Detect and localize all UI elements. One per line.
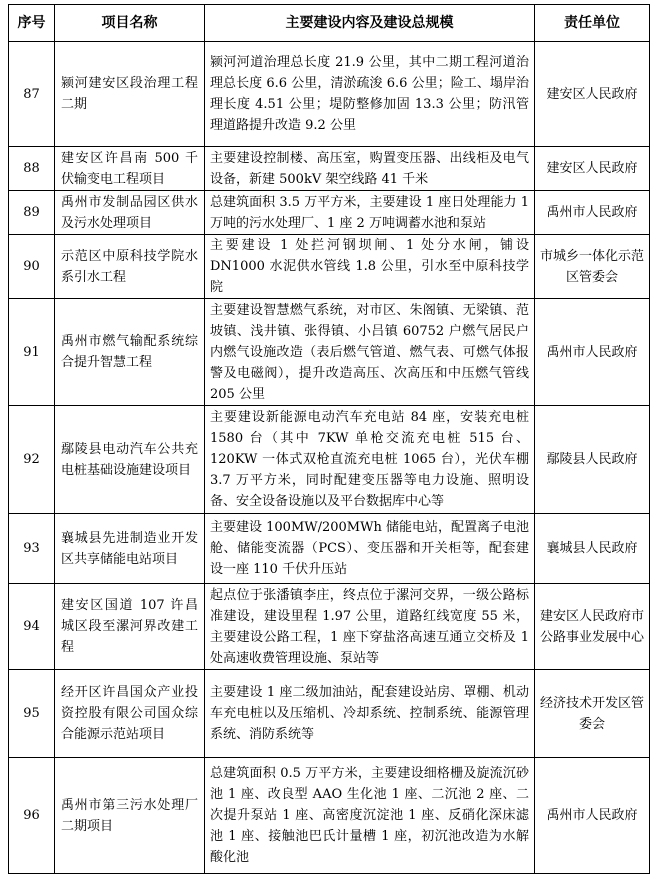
cell-content: 主要建设智慧燃气系统，对市区、朱阁镇、无梁镇、范坡镇、浅井镇、张得镇、小吕镇 60752 户燃气居民户内燃气设施改造（表后燃气管道、燃气表、可燃气体报警及电磁阀），提升改造高压、次高压和中压燃气管线 205 公里 xyxy=(205,299,535,406)
table-row xyxy=(9,299,650,406)
cell-unit: 建安区人民政府 xyxy=(535,147,650,191)
table-row xyxy=(9,514,650,584)
table-row xyxy=(9,406,650,514)
cell-name: 建安区许昌南 500 千伏输变电工程项目 xyxy=(55,147,205,191)
cell-no: 87 xyxy=(9,42,55,147)
cell-content: 主要建设控制楼、高压室，购置变压器、出线柜及电气设备，新建 500kV 架空线路 41 千米 xyxy=(205,147,535,191)
cell-unit: 禹州市人民政府 xyxy=(535,758,650,874)
cell-name: 鄢陵县电动汽车公共充电桩基础设施建设项目 xyxy=(55,406,205,514)
cell-unit: 鄢陵县人民政府 xyxy=(535,406,650,514)
cell-unit: 经济技术开发区管委会 xyxy=(535,670,650,758)
cell-unit: 禹州市人民政府 xyxy=(535,191,650,235)
cell-no: 93 xyxy=(9,514,55,584)
cell-no: 95 xyxy=(9,670,55,758)
table-row xyxy=(9,758,650,874)
cell-no: 94 xyxy=(9,584,55,670)
cell-no: 90 xyxy=(9,235,55,299)
cell-content: 总建筑面积 0.5 万平方米，主要建设细格栅及旋流沉砂池 1 座、改良型 AAO 生化池 1 座、二沉池 2 座、二次提升泵站 1 座、高密度沉淀池 1 座、反硝化深床滤池 1 座、接触池巴氏计量槽 1 座，初沉池改造为水解酸化池 xyxy=(205,758,535,874)
cell-unit: 襄城县人民政府 xyxy=(535,514,650,584)
cell-no: 88 xyxy=(9,147,55,191)
cell-name: 襄城县先进制造业开发区共享储能电站项目 xyxy=(55,514,205,584)
cell-unit: 禹州市人民政府 xyxy=(535,299,650,406)
cell-unit: 建安区人民政府市公路事业发展中心 xyxy=(535,584,650,670)
header-content: 主要建设内容及建设总规模 xyxy=(205,5,535,42)
cell-name: 示范区中原科技学院水系引水工程 xyxy=(55,235,205,299)
cell-name: 禹州市燃气输配系统综合提升智慧工程 xyxy=(55,299,205,406)
table-header-row xyxy=(9,5,650,42)
cell-content: 总建筑面积 3.5 万平方米，主要建设 1 座日处理能力 1 万吨的污水处理厂、1 座 2 万吨调蓄水池和泵站 xyxy=(205,191,535,235)
header-unit: 责任单位 xyxy=(535,5,650,42)
cell-no: 91 xyxy=(9,299,55,406)
table-row xyxy=(9,42,650,147)
table-row xyxy=(9,147,650,191)
cell-no: 92 xyxy=(9,406,55,514)
table-row xyxy=(9,191,650,235)
table-row xyxy=(9,670,650,758)
cell-name: 建安区国道 107 许昌城区段至漯河界改建工程 xyxy=(55,584,205,670)
cell-content: 颍河河道治理总长度 21.9 公里，其中二期工程河道治理总长度 6.6 公里，清淤疏浚 6.6 公里；险工、塌岸治理长度 4.51 公里；堤防整修加固 13.3 公里；防汛管理道路提升改造 9.2 公里 xyxy=(205,42,535,147)
cell-unit: 建安区人民政府 xyxy=(535,42,650,147)
table-row xyxy=(9,584,650,670)
cell-name: 颍河建安区段治理工程二期 xyxy=(55,42,205,147)
header-name: 项目名称 xyxy=(55,5,205,42)
header-no: 序号 xyxy=(9,5,55,42)
cell-content: 主要建设 1 处拦河钢坝闸、1 处分水闸，铺设 DN1000 水泥供水管线 1.8 公里，引水至中原科技学院 xyxy=(205,235,535,299)
cell-name: 禹州市发制品园区供水及污水处理项目 xyxy=(55,191,205,235)
cell-content: 主要建设新能源电动汽车充电站 84 座，安装充电桩 1580 台（其中 7KW 单枪交流充电桩 515 台、120KW 一体式双枪直流充电桩 1065 台），光伏车棚 3.7 万平方米，同时配建变压器等电力设施、照明设备、安全设备设施以及平台数据库中心等 xyxy=(205,406,535,514)
project-table xyxy=(8,4,650,874)
cell-name: 经开区许昌国众产业投资控股有限公司国众综合能源示范站项目 xyxy=(55,670,205,758)
cell-unit: 市城乡一体化示范区管委会 xyxy=(535,235,650,299)
table-row xyxy=(9,235,650,299)
cell-content: 起点位于张潘镇李庄，终点位于漯河交界，一级公路标准建设，建设里程 1.97 公里，道路红线宽度 55 米，主要建设公路工程，1 座下穿盐洛高速互通立交桥及 1 处高速收费管理设施、泵站等 xyxy=(205,584,535,670)
cell-no: 89 xyxy=(9,191,55,235)
cell-no: 96 xyxy=(9,758,55,874)
cell-name: 禹州市第三污水处理厂二期项目 xyxy=(55,758,205,874)
cell-content: 主要建设 1 座二级加油站，配套建设站房、罩棚、机动车充电桩以及压缩机、冷却系统、控制系统、能源管理系统、消防系统等 xyxy=(205,670,535,758)
cell-content: 主要建设 100MW/200MWh 储能电站，配置离子电池舱、储能变流器（PCS）、变压器和开关柜等，配套建设一座 110 千伏升压站 xyxy=(205,514,535,584)
